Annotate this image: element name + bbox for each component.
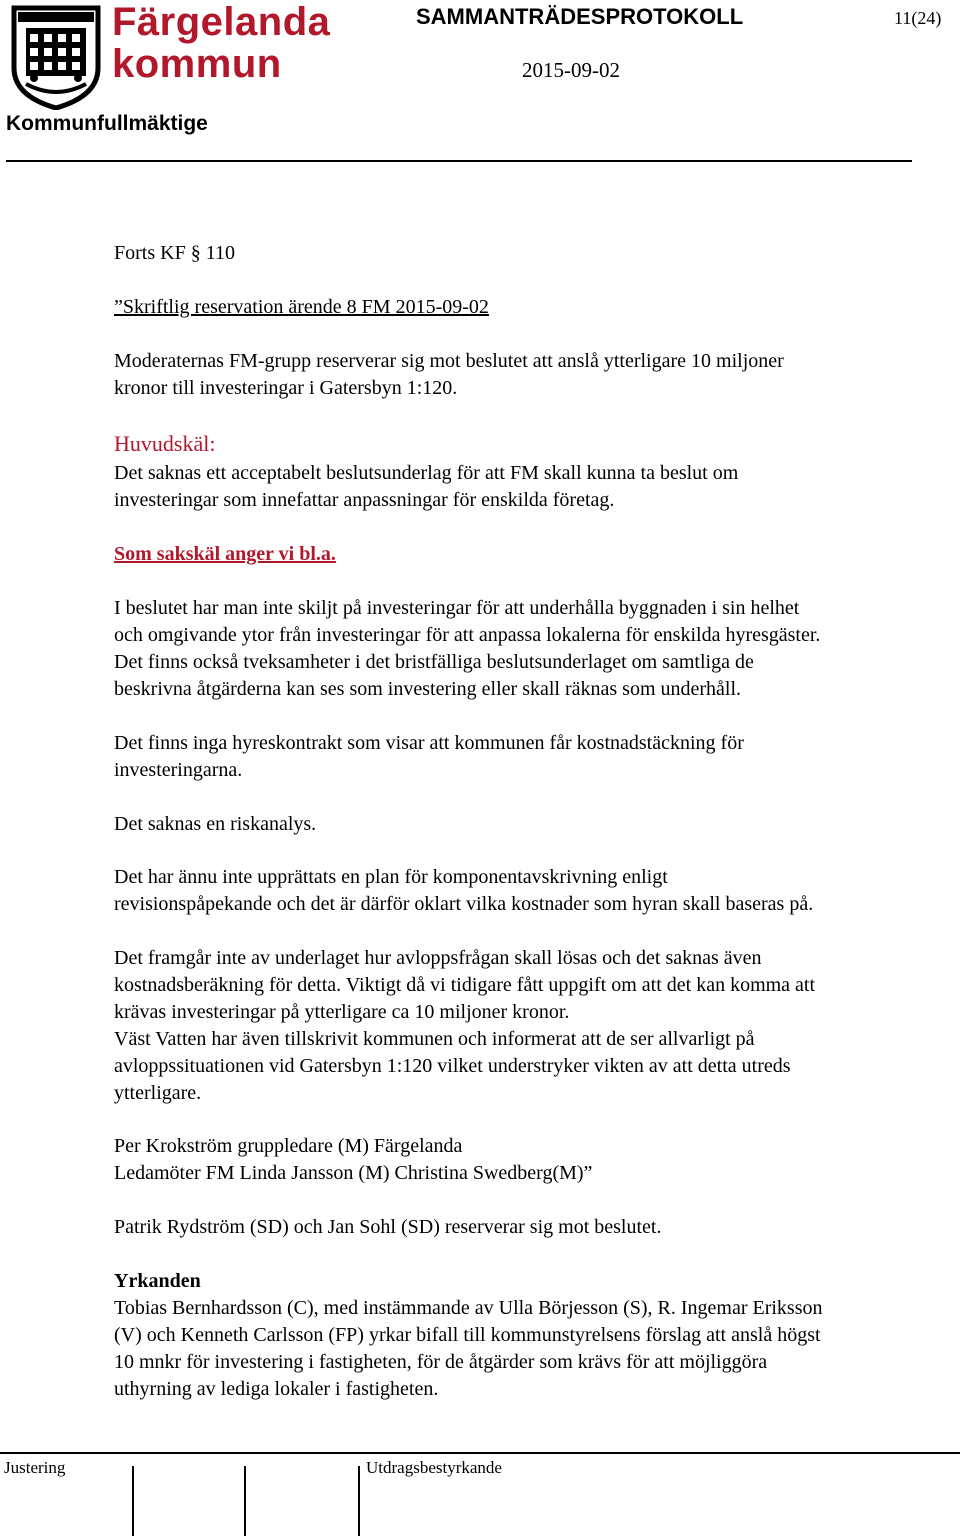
document-date: 2015-09-02 <box>522 58 620 82</box>
paragraph-line: Det saknas ett acceptabelt beslutsunderlag för att FM skall kunna ta beslut om <box>114 462 739 484</box>
signature-box-divider <box>132 1466 134 1536</box>
footer-certification-label: Utdragsbestyrkande <box>366 1458 502 1477</box>
signature-box-divider <box>358 1466 360 1536</box>
paragraph-line: Patrik Rydström (SD) och Jan Sohl (SD) reserverar sig mot beslutet. <box>114 1216 662 1238</box>
paragraph-line: Moderaternas FM-grupp reserverar sig mot beslutet att anslå ytterligare 10 miljoner <box>114 350 784 372</box>
section-reference: Forts KF § 110 <box>114 242 235 264</box>
page-number: 11(24) <box>894 8 942 28</box>
signature-line: Ledamöter FM Linda Jansson (M) Christina Swedberg(M)” <box>114 1162 593 1184</box>
paragraph-line: kronor till investeringar i Gatersbyn 1:120. <box>114 377 458 399</box>
motions-heading: Yrkanden <box>114 1270 201 1292</box>
municipal-shield-icon <box>8 4 104 110</box>
paragraph-line: krävas investeringar på ytterligare ca 10 miljoner kronor. <box>114 1001 570 1023</box>
paragraph-line: revisionspåpekande och det är därför oklart vilka kostnader som hyran skall baseras på. <box>114 893 814 915</box>
header-divider <box>6 160 912 162</box>
paragraph-line: Tobias Bernhardsson (C), med instämmande av Ulla Börjesson (S), R. Ingemar Eriksson <box>114 1297 823 1319</box>
reservation-title: ”Skriftlig reservation ärende 8 FM 2015-09-02 <box>114 296 489 318</box>
main-reasons-heading: Huvudskäl: <box>114 431 216 456</box>
paragraph-line: Det har ännu inte upprättats en plan för komponentavskrivning enligt <box>114 866 668 888</box>
paragraph-line: investeringarna. <box>114 759 243 781</box>
brand-name-line1: Färgelanda <box>112 0 331 44</box>
paragraph-line: kostnadsberäkning för detta. Viktigt då vi tidigare fått uppgift om att det kan komma att <box>114 974 816 996</box>
paragraph-line: 10 mnkr för investering i fastigheten, för de åtgärder som krävs för att möjliggöra <box>114 1351 768 1373</box>
paragraph-line: och omgivande ytor från investeringar för att anpassa lokalerna för enskilda hyresgäster. <box>114 624 821 646</box>
brand-name-line2: kommun <box>112 42 282 86</box>
paragraph-line: uthyrning av lediga lokaler i fastigheten. <box>114 1378 439 1400</box>
signature-line: Per Krokström gruppledare (M) Färgelanda <box>114 1135 463 1157</box>
paragraph-line: (V) och Kenneth Carlsson (FP) yrkar bifall till kommunstyrelsens förslag att anslå högst <box>114 1324 821 1346</box>
paragraph-line: avloppssituationen vid Gatersbyn 1:120 vilket understryker vikten av att detta utreds <box>114 1055 791 1077</box>
paragraph-line: I beslutet har man inte skiljt på investeringar för att underhålla byggnaden i sin helhet <box>114 597 800 619</box>
document-title: SAMMANTRÄDESPROTOKOLL <box>416 4 744 29</box>
paragraph-line: Det finns inga hyreskontrakt som visar att kommunen får kostnadstäckning för <box>114 732 744 754</box>
footer-divider <box>0 1452 960 1454</box>
factual-reasons-heading: Som sakskäl anger vi bl.a. <box>114 543 336 565</box>
paragraph-line: Det framgår inte av underlaget hur avloppsfrågan skall lösas och det saknas även <box>114 947 762 969</box>
paragraph-line: Det finns också tveksamheter i det bristfälliga beslutsunderlaget om samtliga de <box>114 651 754 673</box>
footer-justering-label: Justering <box>4 1458 66 1477</box>
paragraph-line: Väst Vatten har även tillskrivit kommunen och informerat att de ser allvarligt på <box>114 1028 755 1050</box>
organ-name: Kommunfullmäktige <box>6 112 208 135</box>
signature-box-divider <box>244 1466 246 1536</box>
paragraph-line: Det saknas en riskanalys. <box>114 813 317 835</box>
paragraph-line: investeringar som innefattar anpassningar för enskilda företag. <box>114 489 615 511</box>
paragraph-line: ytterligare. <box>114 1082 202 1104</box>
paragraph-line: beskrivna åtgärderna kan ses som investering eller skall räknas som underhåll. <box>114 678 742 700</box>
